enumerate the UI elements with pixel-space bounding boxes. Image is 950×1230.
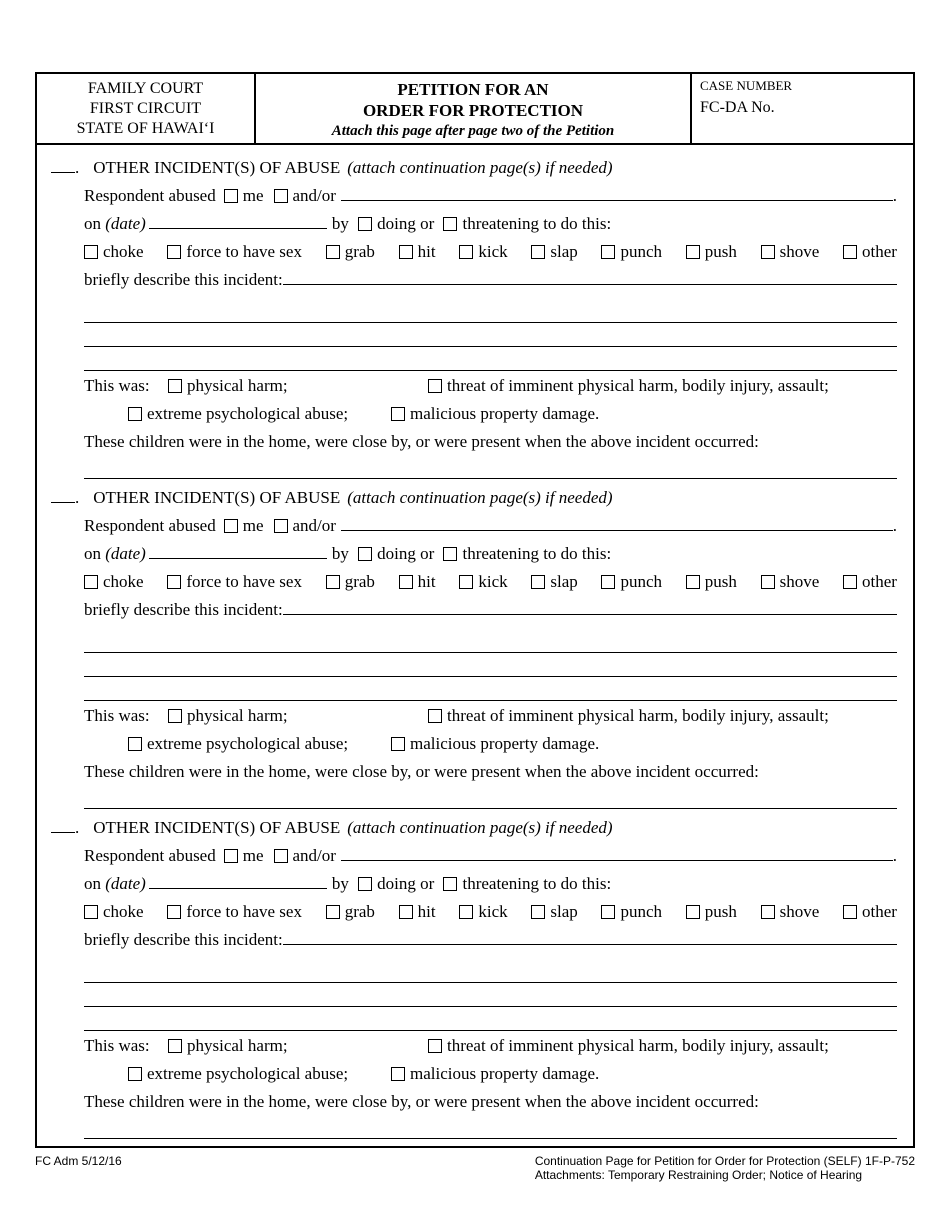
kick-label: kick [478, 242, 508, 261]
andor-option [274, 513, 336, 539]
describe-row [84, 927, 897, 953]
shove-option [761, 569, 820, 595]
doing-label: doing or [377, 214, 435, 233]
force-sex-label: force to have sex [186, 572, 302, 591]
force-sex-label: force to have sex [186, 902, 302, 921]
doing-checkbox[interactable] [358, 217, 372, 231]
kick-checkbox[interactable] [459, 905, 473, 919]
kick-option [459, 569, 507, 595]
other-label: other [862, 242, 897, 261]
slap-option [531, 239, 577, 265]
doing-option [358, 874, 434, 893]
section-title-note: (attach continuation page(s) if needed) [347, 488, 613, 507]
kick-option [459, 899, 507, 925]
punch-checkbox[interactable] [601, 245, 615, 259]
court-name: FAMILY COURT [87, 80, 204, 97]
incident-number-field[interactable] [51, 160, 75, 173]
threat-checkbox[interactable] [428, 709, 442, 723]
me-option [224, 183, 264, 209]
push-checkbox[interactable] [686, 575, 700, 589]
this-was-row [84, 373, 897, 399]
me-checkbox[interactable] [224, 519, 238, 533]
push-checkbox[interactable] [686, 905, 700, 919]
psych-abuse-option [128, 401, 391, 427]
hit-option [399, 899, 436, 925]
section-title: OTHER INCIDENT(S) OF ABUSE [93, 158, 341, 177]
property-damage-checkbox[interactable] [391, 1067, 405, 1081]
doing-option [358, 544, 434, 563]
respondent-abused-label: Respondent abused [84, 846, 216, 865]
children-present-label: These children were in the home, were close by, or were present when the above incident occurred: [84, 762, 759, 781]
me-option [224, 843, 264, 869]
incident-description-line-3[interactable] [84, 983, 897, 1007]
hit-label: hit [417, 902, 436, 921]
abused-person-field[interactable] [341, 187, 893, 201]
children-present-field[interactable] [84, 785, 897, 809]
physical-harm-checkbox[interactable] [168, 1039, 182, 1053]
form-footer [35, 1154, 915, 1182]
shove-checkbox[interactable] [761, 905, 775, 919]
form-title-note: Attach this page after page two of the Petition [331, 123, 615, 139]
force-sex-checkbox[interactable] [167, 575, 181, 589]
form-number-date: FC Adm 5/12/16 [35, 1154, 122, 1168]
this-was-label: This was: [84, 706, 150, 725]
incident-sections [37, 145, 913, 1139]
choke-label: choke [103, 242, 144, 261]
me-checkbox[interactable] [224, 189, 238, 203]
hit-option [399, 239, 436, 265]
incident-description-line-4[interactable] [84, 1007, 897, 1031]
section-title-note: (attach continuation page(s) if needed) [347, 158, 613, 177]
andor-checkbox[interactable] [274, 849, 288, 863]
other-label: other [862, 902, 897, 921]
me-checkbox[interactable] [224, 849, 238, 863]
shove-checkbox[interactable] [761, 575, 775, 589]
court-identification [37, 74, 256, 143]
footer-attachments: Attachments: Temporary Restraining Order; Notice of Hearing [534, 1168, 863, 1182]
force-sex-option [167, 569, 302, 595]
punch-label: punch [620, 242, 663, 261]
slap-label: slap [550, 572, 578, 591]
other-option [843, 899, 897, 925]
threat-option [428, 1033, 829, 1059]
describe-row [84, 267, 897, 293]
incident-section [37, 815, 913, 1139]
shove-label: shove [779, 242, 820, 261]
children-present-row [84, 429, 897, 455]
children-present-row [84, 759, 897, 785]
incident-description-line-3[interactable] [84, 653, 897, 677]
doing-option [358, 214, 434, 233]
push-option [686, 239, 737, 265]
slap-checkbox[interactable] [531, 905, 545, 919]
grab-label: grab [344, 572, 375, 591]
kick-checkbox[interactable] [459, 575, 473, 589]
on-label: on [84, 214, 101, 233]
psych-abuse-option [128, 1061, 391, 1087]
number-suffix: . [75, 818, 80, 837]
threat-label: threat of imminent physical harm, bodily injury, assault; [447, 376, 829, 395]
date-label: (date) [105, 544, 146, 563]
incident-description-line-2[interactable] [84, 293, 897, 323]
hit-checkbox[interactable] [399, 905, 413, 919]
slap-option [531, 569, 577, 595]
physical-harm-label: physical harm; [187, 706, 288, 725]
threatening-option [443, 214, 611, 233]
physical-harm-checkbox[interactable] [168, 709, 182, 723]
physical-harm-label: physical harm; [187, 376, 288, 395]
slap-checkbox[interactable] [531, 575, 545, 589]
date-label: (date) [105, 874, 146, 893]
by-label: by [331, 874, 349, 893]
shove-label: shove [779, 572, 820, 591]
threatening-checkbox[interactable] [443, 877, 457, 891]
punch-option [601, 899, 662, 925]
property-damage-checkbox[interactable] [391, 737, 405, 751]
punch-checkbox[interactable] [601, 575, 615, 589]
psych-abuse-option [128, 731, 391, 757]
children-present-label: These children were in the home, were close by, or were present when the above incident occurred: [84, 432, 759, 451]
respondent-line-period: . [892, 186, 897, 205]
respondent-line-period: . [892, 846, 897, 865]
property-damage-label: malicious property damage. [410, 1064, 600, 1083]
this-was-row-2 [128, 731, 897, 757]
court-state: STATE OF HAWAI‘I [76, 120, 215, 137]
kick-label: kick [478, 902, 508, 921]
threat-label: threat of imminent physical harm, bodily injury, assault; [447, 706, 829, 725]
respondent-abused-row [84, 513, 897, 539]
respondent-abused-row [84, 843, 897, 869]
physical-harm-option [168, 373, 428, 399]
me-option [224, 513, 264, 539]
describe-label: briefly describe this incident: [84, 930, 283, 949]
threatening-label: threatening to do this: [462, 544, 612, 563]
describe-label: briefly describe this incident: [84, 600, 283, 619]
describe-row [84, 597, 897, 623]
other-checkbox[interactable] [843, 245, 857, 259]
punch-option [601, 239, 662, 265]
respondent-line-period: . [892, 516, 897, 535]
this-was-row [84, 703, 897, 729]
physical-harm-label: physical harm; [187, 1036, 288, 1055]
kick-checkbox[interactable] [459, 245, 473, 259]
shove-option [761, 899, 820, 925]
push-option [686, 899, 737, 925]
force-sex-label: force to have sex [186, 242, 302, 261]
choke-option [84, 239, 144, 265]
by-label: by [331, 544, 349, 563]
choke-option [84, 569, 144, 595]
andor-option [274, 183, 336, 209]
andor-label: and/or [292, 846, 336, 865]
petition-form [35, 72, 915, 1148]
andor-label: and/or [292, 516, 336, 535]
force-sex-option [167, 899, 302, 925]
push-label: push [704, 242, 737, 261]
respondent-abused-label: Respondent abused [84, 516, 216, 535]
punch-label: punch [620, 902, 663, 921]
children-present-label: These children were in the home, were close by, or were present when the above incident occurred: [84, 1092, 759, 1111]
grab-checkbox[interactable] [326, 905, 340, 919]
doing-label: doing or [377, 874, 435, 893]
this-was-row [84, 1033, 897, 1059]
me-label: me [242, 186, 264, 205]
on-label: on [84, 544, 101, 563]
incident-description-line-2[interactable] [84, 623, 897, 653]
threat-option [428, 373, 829, 399]
force-sex-checkbox[interactable] [167, 905, 181, 919]
abuse-type-row [84, 239, 897, 265]
force-sex-option [167, 239, 302, 265]
grab-option [326, 239, 375, 265]
me-label: me [242, 516, 264, 535]
section-title-row [47, 815, 897, 841]
court-circuit: FIRST CIRCUIT [89, 100, 202, 117]
hit-option [399, 569, 436, 595]
section-title-row [47, 155, 897, 181]
other-option [843, 239, 897, 265]
this-was-label: This was: [84, 376, 150, 395]
date-field[interactable] [149, 216, 327, 229]
psych-abuse-checkbox[interactable] [128, 1067, 142, 1081]
case-number-value[interactable]: FC-DA No. [700, 99, 775, 116]
form-title-block [256, 74, 692, 143]
push-option [686, 569, 737, 595]
threat-checkbox[interactable] [428, 1039, 442, 1053]
threatening-label: threatening to do this: [462, 874, 612, 893]
incident-description-field[interactable] [283, 601, 897, 615]
form-title-line1: PETITION FOR AN [397, 80, 549, 99]
threat-label: threat of imminent physical harm, bodily injury, assault; [447, 1036, 829, 1055]
punch-checkbox[interactable] [601, 905, 615, 919]
me-label: me [242, 846, 264, 865]
by-label: by [331, 214, 349, 233]
date-field[interactable] [149, 876, 327, 889]
date-row [84, 871, 897, 897]
grab-label: grab [344, 902, 375, 921]
kick-option [459, 239, 507, 265]
psych-abuse-label: extreme psychological abuse; [147, 404, 349, 423]
incident-section [37, 485, 913, 809]
physical-harm-option [168, 1033, 428, 1059]
footer-right-block [535, 1154, 915, 1182]
punch-label: punch [620, 572, 663, 591]
this-was-row-2 [128, 401, 897, 427]
date-row [84, 211, 897, 237]
choke-label: choke [103, 572, 144, 591]
choke-checkbox[interactable] [84, 575, 98, 589]
incident-description-line-4[interactable] [84, 677, 897, 701]
incident-description-field[interactable] [283, 931, 897, 945]
grab-option [326, 899, 375, 925]
shove-option [761, 239, 820, 265]
respondent-abused-row [84, 183, 897, 209]
other-label: other [862, 572, 897, 591]
psych-abuse-label: extreme psychological abuse; [147, 1064, 349, 1083]
form-title-line2: ORDER FOR PROTECTION [362, 101, 584, 120]
push-checkbox[interactable] [686, 245, 700, 259]
threat-checkbox[interactable] [428, 379, 442, 393]
choke-option [84, 899, 144, 925]
property-damage-checkbox[interactable] [391, 407, 405, 421]
slap-option [531, 899, 577, 925]
property-damage-label: malicious property damage. [410, 404, 600, 423]
psych-abuse-checkbox[interactable] [128, 737, 142, 751]
slap-label: slap [550, 902, 578, 921]
kick-label: kick [478, 572, 508, 591]
push-label: push [704, 902, 737, 921]
physical-harm-option [168, 703, 428, 729]
hit-checkbox[interactable] [399, 245, 413, 259]
section-title: OTHER INCIDENT(S) OF ABUSE [93, 488, 341, 507]
children-present-field[interactable] [84, 455, 897, 479]
incident-description-line-2[interactable] [84, 953, 897, 983]
push-label: push [704, 572, 737, 591]
physical-harm-checkbox[interactable] [168, 379, 182, 393]
property-damage-option [391, 1061, 599, 1087]
other-checkbox[interactable] [843, 905, 857, 919]
section-title: OTHER INCIDENT(S) OF ABUSE [93, 818, 341, 837]
threat-option [428, 703, 829, 729]
threatening-option [443, 544, 611, 563]
andor-checkbox[interactable] [274, 189, 288, 203]
threatening-checkbox[interactable] [443, 217, 457, 231]
choke-checkbox[interactable] [84, 245, 98, 259]
other-option [843, 569, 897, 595]
andor-option [274, 843, 336, 869]
andor-checkbox[interactable] [274, 519, 288, 533]
doing-checkbox[interactable] [358, 547, 372, 561]
case-number-block [692, 74, 913, 143]
case-number-label: CASE NUMBER [700, 78, 793, 93]
number-suffix: . [75, 488, 80, 507]
incident-number-field[interactable] [51, 490, 75, 503]
date-label: (date) [105, 214, 146, 233]
force-sex-checkbox[interactable] [167, 245, 181, 259]
abused-person-field[interactable] [341, 847, 893, 861]
property-damage-option [391, 731, 599, 757]
grab-label: grab [344, 242, 375, 261]
choke-checkbox[interactable] [84, 905, 98, 919]
doing-checkbox[interactable] [358, 877, 372, 891]
children-present-field[interactable] [84, 1115, 897, 1139]
shove-label: shove [779, 902, 820, 921]
incident-description-field[interactable] [283, 271, 897, 285]
doing-label: doing or [377, 544, 435, 563]
grab-option [326, 569, 375, 595]
abuse-type-row [84, 569, 897, 595]
choke-label: choke [103, 902, 144, 921]
describe-label: briefly describe this incident: [84, 270, 283, 289]
property-damage-label: malicious property damage. [410, 734, 600, 753]
incident-description-line-3[interactable] [84, 323, 897, 347]
on-label: on [84, 874, 101, 893]
slap-label: slap [550, 242, 578, 261]
this-was-label: This was: [84, 1036, 150, 1055]
psych-abuse-label: extreme psychological abuse; [147, 734, 349, 753]
incident-section [37, 155, 913, 479]
section-title-note: (attach continuation page(s) if needed) [347, 818, 613, 837]
threatening-option [443, 874, 611, 893]
incident-number-field[interactable] [51, 820, 75, 833]
incident-description-line-4[interactable] [84, 347, 897, 371]
grab-checkbox[interactable] [326, 575, 340, 589]
punch-option [601, 569, 662, 595]
abuse-type-row [84, 899, 897, 925]
form-header [37, 74, 913, 145]
slap-checkbox[interactable] [531, 245, 545, 259]
other-checkbox[interactable] [843, 575, 857, 589]
threatening-checkbox[interactable] [443, 547, 457, 561]
psych-abuse-checkbox[interactable] [128, 407, 142, 421]
children-present-row [84, 1089, 897, 1115]
respondent-abused-label: Respondent abused [84, 186, 216, 205]
hit-label: hit [417, 572, 436, 591]
date-row [84, 541, 897, 567]
abused-person-field[interactable] [341, 517, 893, 531]
hit-checkbox[interactable] [399, 575, 413, 589]
date-field[interactable] [149, 546, 327, 559]
threatening-label: threatening to do this: [462, 214, 612, 233]
footer-form-description: Continuation Page for Petition for Order for Protection (SELF) 1F-P-752 [534, 1154, 915, 1168]
andor-label: and/or [292, 186, 336, 205]
grab-checkbox[interactable] [326, 245, 340, 259]
property-damage-option [391, 401, 599, 427]
number-suffix: . [75, 158, 80, 177]
shove-checkbox[interactable] [761, 245, 775, 259]
this-was-row-2 [128, 1061, 897, 1087]
section-title-row [47, 485, 897, 511]
hit-label: hit [417, 242, 436, 261]
